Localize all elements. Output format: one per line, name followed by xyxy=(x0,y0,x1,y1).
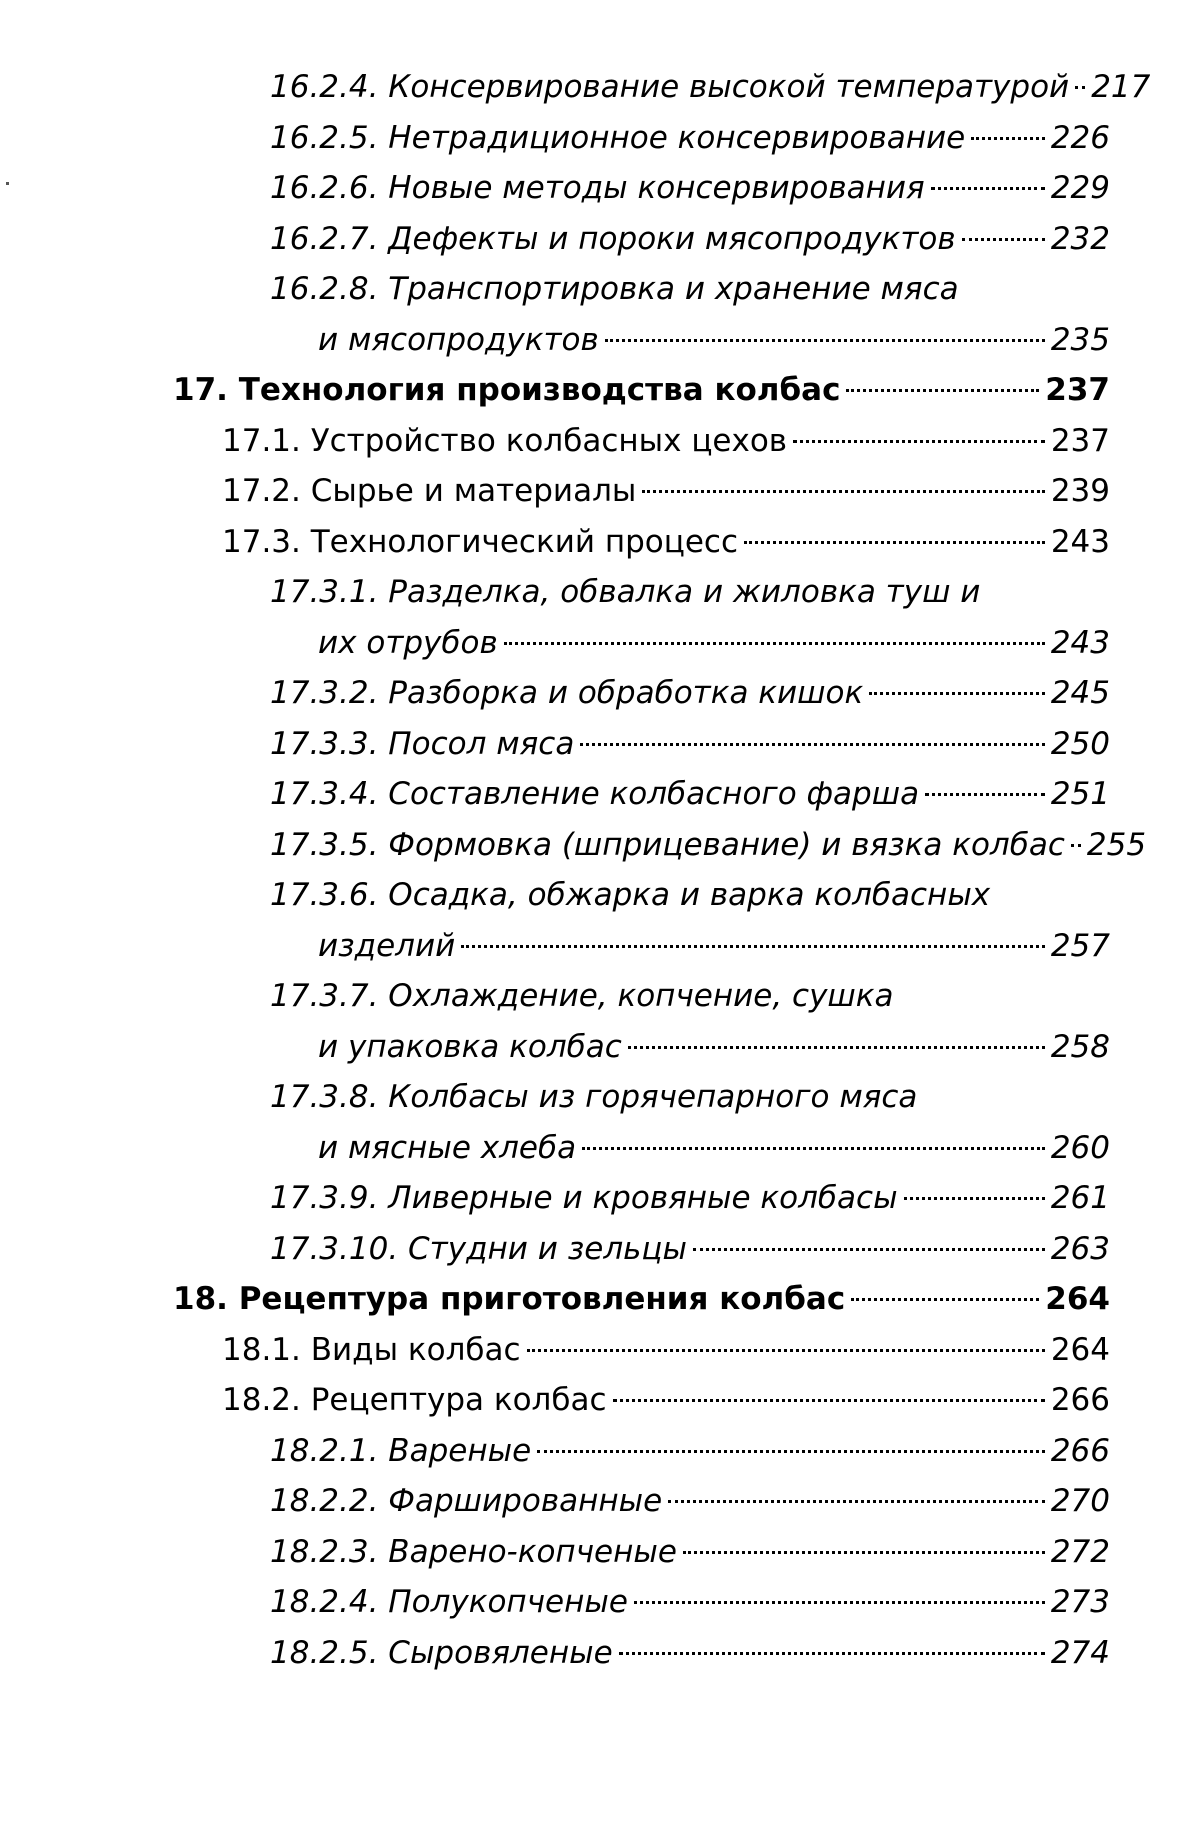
toc-page-number: 217 xyxy=(1091,69,1151,105)
toc-page-number: 239 xyxy=(1050,473,1110,509)
toc-page-number: 251 xyxy=(1050,776,1110,812)
dot-leader xyxy=(634,1601,1045,1604)
toc-page-number: 264 xyxy=(1050,1331,1110,1368)
dot-leader xyxy=(904,1197,1045,1200)
dot-leader xyxy=(527,1349,1045,1352)
toc-page-number: 272 xyxy=(1050,1533,1110,1570)
toc-entry-title: 18.2.1. Вареные xyxy=(270,1432,532,1469)
toc-page-number: 245 xyxy=(1050,675,1110,711)
toc-entry-title: 17.3.6. Осадка, обжарка и варка колбасных xyxy=(270,877,991,913)
toc-page-number: 261 xyxy=(1050,1180,1110,1216)
toc-entry-title: 17.3.7. Охлаждение, копчение, сушка xyxy=(270,978,894,1014)
toc-entry-title: 18.2.4. Полукопченые xyxy=(270,1584,628,1620)
toc-page-number: 263 xyxy=(1050,1230,1110,1267)
toc-entry-title: 18.2.2. Фаршированные xyxy=(270,1483,663,1519)
dot-leader xyxy=(793,440,1045,443)
dot-leader xyxy=(582,1147,1045,1150)
toc-entry-title: 17.3.5. Формовка (шприцевание) и вязка колбас xyxy=(270,826,1065,863)
toc-page-number: 232 xyxy=(1050,220,1110,257)
dot-leader xyxy=(925,793,1045,796)
toc-page-number: 257 xyxy=(1050,927,1110,964)
toc-page-number: 255 xyxy=(1086,826,1147,863)
dot-leader xyxy=(668,1500,1045,1503)
toc-entry-title-continuation: и упаковка колбас xyxy=(318,1028,622,1065)
dot-leader xyxy=(580,743,1044,746)
toc-entry-title-continuation: и мясопродуктов xyxy=(318,321,599,358)
dot-leader xyxy=(962,238,1045,241)
dot-leader xyxy=(1071,844,1081,847)
toc-entry-title: 18. Рецептура приготовления колбас xyxy=(173,1281,846,1317)
dot-leader xyxy=(461,945,1045,948)
toc-entry-title: 16.2.5. Нетрадиционное консервирование xyxy=(270,119,966,156)
dot-leader xyxy=(931,187,1045,190)
toc-entry-title: 18.2. Рецептура колбас xyxy=(222,1382,607,1418)
dot-leader xyxy=(628,1046,1045,1049)
dot-leader xyxy=(693,1248,1045,1251)
toc-page-number: 273 xyxy=(1050,1584,1110,1620)
dot-leader xyxy=(971,137,1045,140)
scan-speck xyxy=(6,182,9,185)
toc-entry-title: 17.3. Технологический процесс xyxy=(222,523,739,560)
toc-entry-title-continuation: изделий xyxy=(318,927,456,964)
toc-entry-title-continuation: и мясные хлеба xyxy=(318,1129,577,1166)
toc-entry-title: 17.3.10. Студни и зельцы xyxy=(270,1230,688,1267)
dot-leader xyxy=(504,642,1045,645)
toc-entry-title: 18.2.5. Сыровяленые xyxy=(270,1634,613,1671)
dot-leader xyxy=(851,1298,1039,1301)
toc-entry-title: 16.2.7. Дефекты и пороки мясопродуктов xyxy=(270,220,956,257)
toc-page-number: 237 xyxy=(1050,422,1110,459)
dot-leader xyxy=(642,490,1044,493)
toc-entry-title: 17.3.9. Ливерные и кровяные колбасы xyxy=(270,1180,898,1216)
toc-entry-title: 17.2. Сырье и материалы xyxy=(222,473,637,509)
dot-leader xyxy=(537,1450,1045,1453)
toc-entry-title: 17.3.3. Посол мяса xyxy=(270,725,575,762)
dot-leader xyxy=(605,339,1045,342)
toc-page-number: 264 xyxy=(1045,1281,1110,1317)
toc-entry-title: 17.3.1. Разделка, обвалка и жиловка туш и xyxy=(270,574,981,610)
toc-page-number: 258 xyxy=(1050,1028,1110,1065)
toc-page-number: 274 xyxy=(1050,1634,1110,1671)
toc-entry-title: 18.1. Виды колбас xyxy=(222,1331,521,1368)
toc-page-number: 266 xyxy=(1050,1382,1110,1418)
toc-entry-title: 17. Технология производства колбас xyxy=(173,372,841,408)
toc-page-number: 243 xyxy=(1050,624,1110,661)
dot-leader xyxy=(683,1551,1045,1554)
toc-entry-title: 16.2.8. Транспортировка и хранение мяса xyxy=(270,271,959,307)
dot-leader xyxy=(846,389,1039,392)
toc-page-number: 266 xyxy=(1050,1432,1110,1469)
toc-entry-title: 17.3.8. Колбасы из горячепарного мяса xyxy=(270,1079,918,1115)
toc-entry-title: 17.3.4. Составление колбасного фарша xyxy=(270,776,920,812)
toc-page-number: 226 xyxy=(1050,119,1110,156)
toc-entry-title: 17.3.2. Разборка и обработка кишок xyxy=(270,675,864,711)
toc-page-number: 243 xyxy=(1050,523,1110,560)
toc-entry-title-continuation: их отрубов xyxy=(318,624,498,661)
dot-leader xyxy=(1075,86,1085,89)
dot-leader xyxy=(744,541,1045,544)
toc-entry-title: 16.2.4. Консервирование высокой температурой xyxy=(270,69,1070,105)
toc-entry-title: 17.1. Устройство колбасных цехов xyxy=(222,422,788,459)
dot-leader xyxy=(619,1652,1045,1655)
toc-page-number: 229 xyxy=(1050,170,1110,206)
toc-page-number: 237 xyxy=(1045,372,1110,408)
toc-entry-title: 18.2.3. Варено-копченые xyxy=(270,1533,677,1570)
toc-page-number: 260 xyxy=(1050,1129,1110,1166)
toc-page-number: 250 xyxy=(1050,725,1110,762)
toc-page-number: 235 xyxy=(1050,321,1110,358)
dot-leader xyxy=(613,1399,1045,1402)
toc-page-number: 270 xyxy=(1050,1483,1110,1519)
toc-entry-title: 16.2.6. Новые методы консервирования xyxy=(270,170,925,206)
dot-leader xyxy=(869,692,1045,695)
